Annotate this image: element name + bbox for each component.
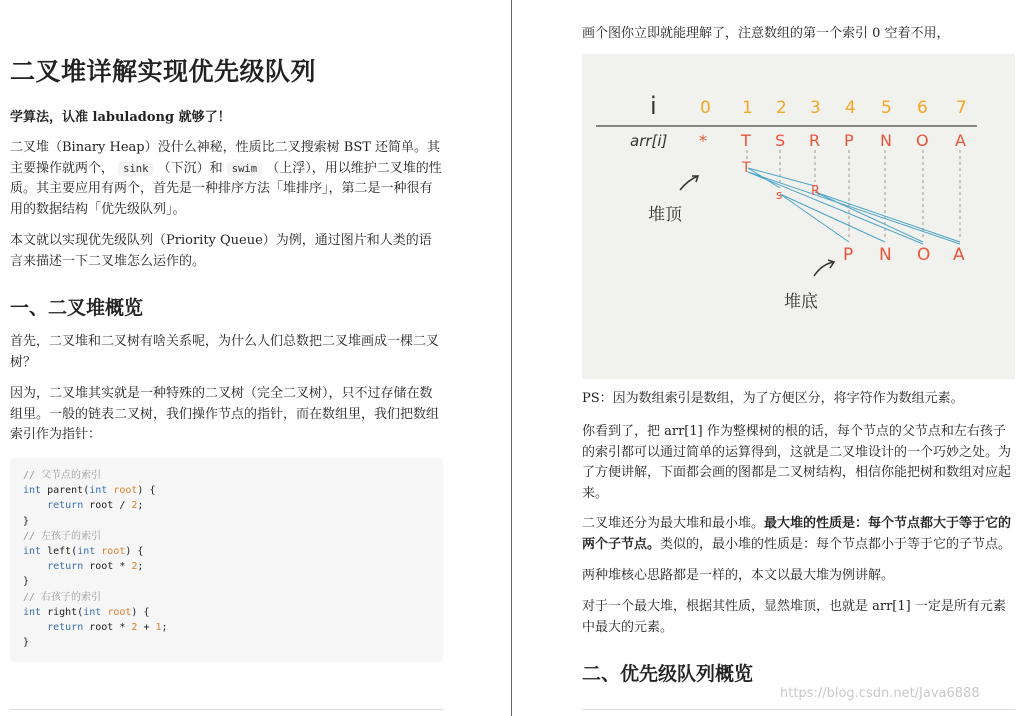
code-comment: // 左孩子的索引 <box>23 530 102 542</box>
swim-code: swim <box>227 162 262 176</box>
code-line: return root * 2 + 1; <box>47 621 168 633</box>
array-cell: O <box>916 131 929 150</box>
index-cell: 4 <box>845 98 856 118</box>
code-line: } <box>23 515 30 527</box>
index-cell: 0 <box>700 98 711 118</box>
index-label: i <box>650 92 657 120</box>
array-cell: P <box>844 131 854 150</box>
heap-bottom-label: 堆底 <box>784 292 818 312</box>
arrow-icon <box>680 176 698 190</box>
code-line: } <box>23 637 30 649</box>
tagline: 学算法，认准 labuladong 就够了！ <box>10 110 231 125</box>
bottom-rule <box>582 709 1015 710</box>
array-label: arr[i] <box>630 132 668 150</box>
tree-node: N <box>879 245 892 265</box>
index-cell: 7 <box>956 98 967 118</box>
array-cell: N <box>880 131 892 150</box>
tree-edges <box>748 168 960 244</box>
ps-note: PS：因为数组索引是数组，为了方便区分，将字符作为数组元素。 <box>582 391 964 406</box>
index-cell: 6 <box>917 98 928 118</box>
value-row <box>699 131 966 150</box>
heap-top-label: 堆顶 <box>648 205 682 225</box>
body-paragraph: 你看到了，把 arr[1] 作为整棵树的根的话，每个节点的父节点和左右孩子的索引都可以通过简单的运算得到，这就是二叉堆设计的一个巧妙之处。为了方便讲解，下面都会画的图都是二叉树结构，相信你能把树和数组对应起来。 <box>582 424 1012 501</box>
array-cell: A <box>955 131 966 150</box>
array-cell: S <box>775 131 786 150</box>
code-line: } <box>23 576 30 588</box>
index-row <box>700 98 967 118</box>
answer-paragraph: 因为，二叉堆其实就是一种特殊的二叉树（完全二叉树），只不过存储在数组里。一般的链表二叉树，我们操作节点的指针，而在数组里，我们把数组索引作为指针： <box>10 386 440 442</box>
max-heap-paragraph: 二叉堆还分为最大堆和最小堆。最大堆的性质是：每个节点都大于等于它的两个子节点。类似的，最小堆的性质是：每个节点都小于等于它的子节点。 <box>582 516 1012 552</box>
watermark: https://blog.csdn.net/Java6888 <box>780 686 980 701</box>
code-line: return root / 2; <box>47 500 144 512</box>
page-divider <box>511 0 512 716</box>
body-paragraph: 两种堆核心思路都是一样的，本文以最大堆为例讲解。 <box>582 568 895 583</box>
code-line: int left(int root) { <box>23 545 144 557</box>
array-cell: * <box>699 131 707 150</box>
index-cell: 1 <box>742 98 753 118</box>
question-paragraph: 首先，二叉堆和二叉树有啥关系呢，为什么人们总数把二叉堆画成一棵二叉树？ <box>10 334 440 370</box>
code-comment: // 右孩子的索引 <box>23 591 102 603</box>
code-block <box>10 458 443 662</box>
tree-node: A <box>953 245 965 265</box>
intro-paragraph-2: 本文就以实现优先级队列（Priority Queue）为例，通过图片和人类的语言来描述一下二叉堆怎么运作的。 <box>10 233 432 269</box>
tree-node: R <box>811 184 821 199</box>
tree-node-root: T <box>742 160 751 176</box>
tree-node: O <box>917 245 931 265</box>
sink-code: sink <box>118 162 153 176</box>
bottom-rule <box>10 709 443 710</box>
intro-paragraph: 二叉堆（Binary Heap）没什么神秘，性质比二叉搜索树 BST 还简单。其主要操作就两个， sink （下沉）和 swim （上浮），用以维护二叉堆的性质。其主要应用有两个，首先是一种排序方法「堆排序」，第二是一种很有用的数据结构「优先级队列」。 <box>10 140 442 217</box>
section-heading-priority-queue: 二、优先级队列概览 <box>582 663 754 685</box>
section-heading-overview: 一、二叉堆概览 <box>10 297 144 319</box>
index-cell: 3 <box>810 98 821 118</box>
code-comment: // 父节点的索引 <box>23 470 102 481</box>
heap-diagram <box>582 54 1015 379</box>
array-cell: T <box>741 131 751 150</box>
body-paragraph: 对于一个最大堆，根据其性质，显然堆顶，也就是 arr[1] 一定是所有元素中最大的元素。 <box>582 599 1006 635</box>
heap-array-figure <box>582 54 1015 379</box>
array-cell: R <box>809 131 821 150</box>
tree-node: P <box>843 245 854 265</box>
index-cell: 2 <box>776 98 787 118</box>
code-line: return root * 2; <box>47 561 144 573</box>
figure-intro: 画个图你立即就能理解了，注意数组的第一个索引 0 空着不用， <box>582 26 950 41</box>
page-title: 二叉堆详解实现优先级队列 <box>10 57 317 86</box>
code-line: int right(int root) { <box>23 606 150 618</box>
arrow-icon <box>814 262 834 276</box>
code-line: int parent(int root) { <box>23 485 156 497</box>
tree-node: s <box>776 188 783 202</box>
index-cell: 5 <box>881 98 892 118</box>
